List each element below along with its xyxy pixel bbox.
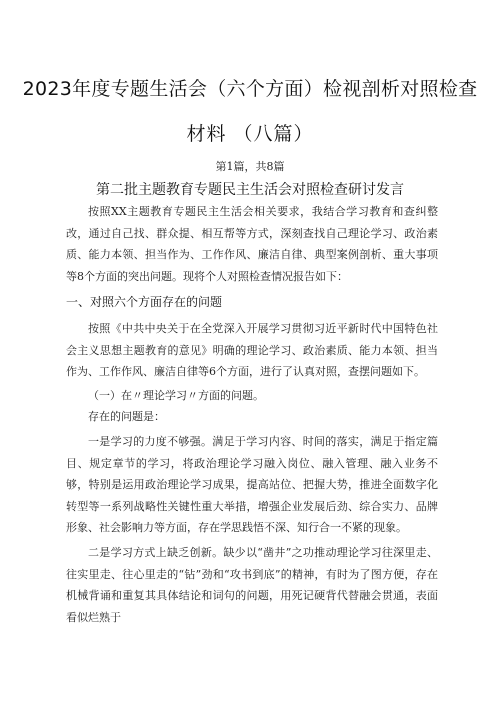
article-heading: 第二批主题教育专题民主生活会对照检查研讨发言 bbox=[96, 182, 404, 198]
problems-label: 存在的问题是： bbox=[88, 410, 165, 423]
page-info: 第1篇，共8篇 bbox=[215, 160, 285, 173]
section-1-body: 按照《中共中央关于在全党深入开展学习贯彻习近平新时代中国特色社会主义思想主题教育的意见》明确的理论学习、政治素质、能力本领、担当作为、工作作风、廉洁自律等6个方面，进行了认真对照，查摆问题如下。 bbox=[66, 322, 438, 378]
document-title-line-1: 2023年度专题生活会（六个方面）检视剖析对照检查 bbox=[22, 78, 478, 100]
intro-paragraph: 按照XX主题教育专题民主生活会相关要求，我结合学习教育和查纠整改，通过自己找、群众提、相互帮等方式，深刻查找自己理论学习、政治素质、能力本领、担当作为、工作作风、廉洁自律、典型案例剖析、重大事项等8个方面的突出问题。现将个人对照检查情况报告如下： bbox=[66, 205, 438, 283]
problem-1-paragraph: 一是学习的力度不够强。满足于学习内容、时间的落实，满足于指定篇目、规定章节的学习，将政治理论学习融入岗位、融入管理、融入业务不够，特别是运用政治理论学习成果，提高站位、把握大势，推进全面数字化转型等一系列战略性关键性重大举措，增强企业发展后劲、综合实力、品牌形象、社会影响力等方面，存在学思践悟不深、知行合一不紧的现象。 bbox=[66, 435, 438, 534]
problem-2-paragraph: 二是学习方式上缺乏创新。缺少以“凿井”之功推动理论学习往深里走、往实里走、往心里走的“钻”劲和“攻书到底”的精神，有时为了图方便，存在机械背诵和重复其具体结论和词句的问题，用死记硬背代替融会贯通，表面看似烂熟于 bbox=[66, 546, 438, 624]
section-1-title: 一、对照六个方面存在的问题 bbox=[66, 295, 223, 309]
subsection-1-title: （一）在〃理论学习〃方面的问题。 bbox=[88, 389, 264, 402]
document-title-line-2: 材料 （八篇） bbox=[186, 123, 314, 145]
